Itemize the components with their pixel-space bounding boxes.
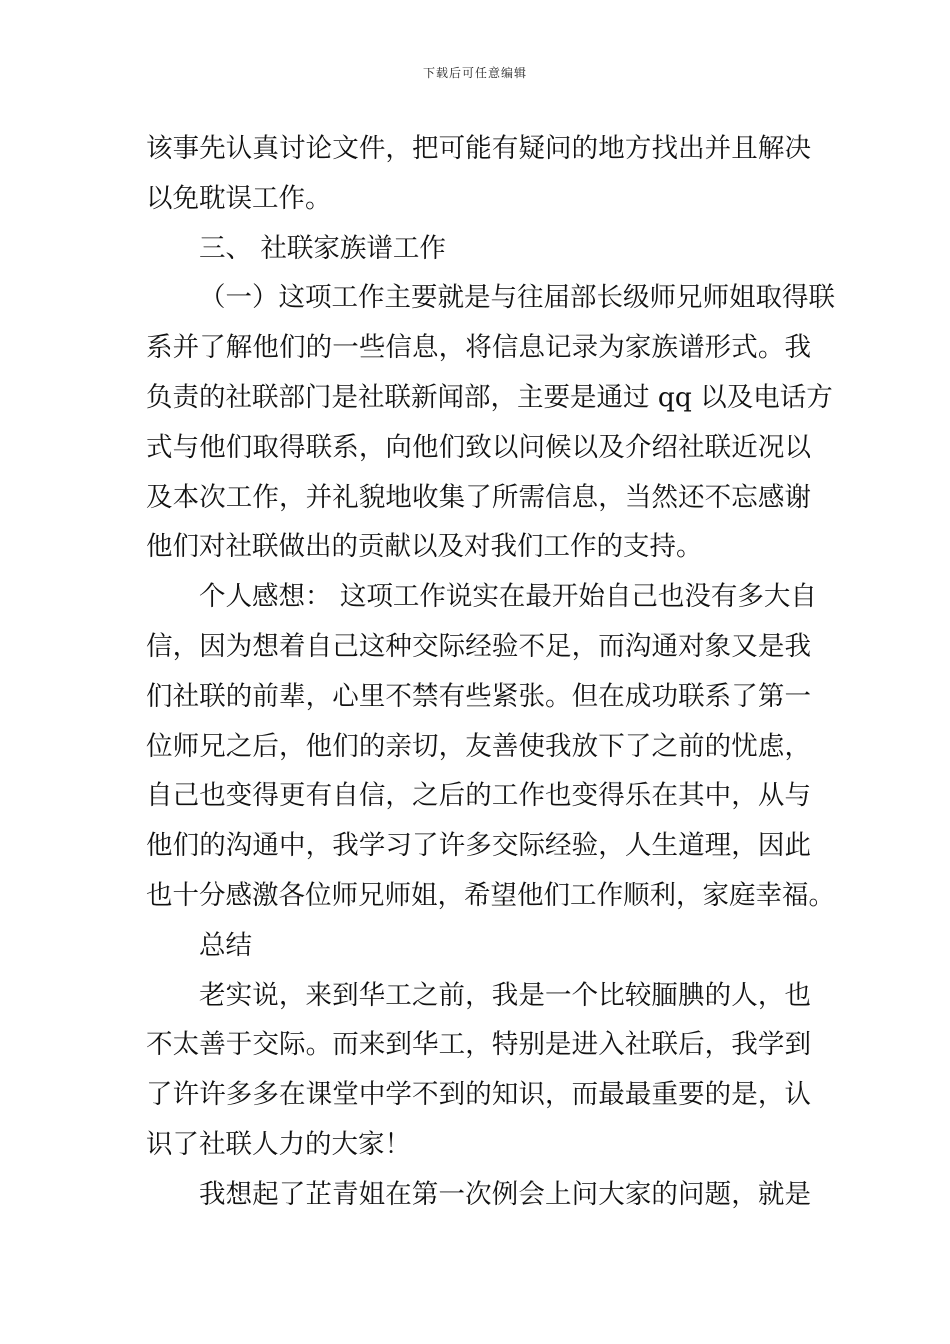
text-line: 该事先认真讨论文件，把可能有疑问的地方找出并且解决 <box>146 133 811 164</box>
section-heading: 总结 <box>199 929 252 961</box>
text-line: 他们对社联做出的贡献以及对我们工作的支持。 <box>146 531 703 563</box>
document-body <box>146 124 835 1220</box>
text-line: 负责的社联部门是社联新闻部，主要是通过 qq 以及电话方 <box>146 381 833 413</box>
text-line: 个人感想： 这项工作说实在最开始自己也没有多大自 <box>199 581 817 613</box>
text-line: 系并了解他们的一些信息，将信息记录为家族谱形式。我 <box>146 332 811 364</box>
text-line: 位师兄之后，他们的亲切，友善使我放下了之前的忧虑， <box>146 730 811 762</box>
text-line: 以免耽误工作。 <box>146 182 332 214</box>
text-line: 识了社联人力的大家！ <box>146 1128 411 1160</box>
text-line: 他们的沟通中，我学习了许多交际经验，人生道理，因此 <box>146 830 811 862</box>
text-line: 了许许多多在课堂中学不到的知识，而最最重要的是，认 <box>146 1079 811 1111</box>
text-line: 们社联的前辈，心里不禁有些紧张。但在成功联系了第一 <box>146 680 811 712</box>
text-line: （一）这项工作主要就是与往届部长级师兄师姐取得联 <box>199 282 835 314</box>
text-line: 式与他们取得联系，向他们致以问候以及介绍社联近况以 <box>146 431 811 463</box>
text-line: 也十分感激各位师兄师姐，希望他们工作顺利，家庭幸福。 <box>146 879 835 911</box>
text-line: 自己也变得更有自信，之后的工作也变得乐在其中，从与 <box>146 780 811 812</box>
text-line: 我想起了芷青姐在第一次例会上问大家的问题，就是 <box>199 1178 811 1210</box>
text-line: 老实说，来到华工之前，我是一个比较腼腆的人，也 <box>199 979 811 1011</box>
text-line: 信，因为想着自己这种交际经验不足，而沟通对象又是我 <box>146 630 811 662</box>
text-line: 不太善于交际。而来到华工，特别是进入社联后，我学到 <box>146 1029 811 1061</box>
section-heading: 三、 社联家族谱工作 <box>199 232 446 264</box>
page-header-note: 下载后可任意编辑 <box>422 66 527 80</box>
text-line: 及本次工作，并礼貌地收集了所需信息，当然还不忘感谢 <box>146 481 811 513</box>
